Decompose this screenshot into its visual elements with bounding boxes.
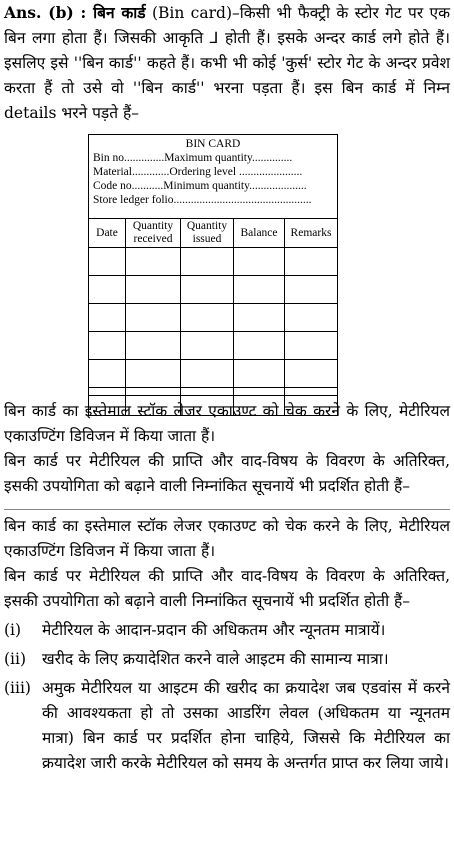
- bin-card-cell: [181, 388, 234, 416]
- column-header-date: Date: [89, 219, 126, 248]
- bin-card-empty-row: [89, 332, 338, 360]
- bin-card-field: Bin no..............Maximum quantity..............: [93, 152, 293, 164]
- bin-card-empty-row: [89, 248, 338, 276]
- list-item-number: (ii): [4, 650, 27, 668]
- list-item: [4, 618, 450, 643]
- bin-card-empty-row: [89, 276, 338, 304]
- bin-card-field: Store ledger folio................................................: [93, 194, 312, 206]
- column-header-quantity-received: Quantity received: [126, 219, 181, 248]
- bin-card-cell: [89, 332, 126, 360]
- bin-card-cell: [285, 304, 338, 332]
- paragraph-stock-ledger: बिन कार्ड का इस्तेमाल स्टॉक लेजर एकाउण्ट को चेक करने के लिए, मेटीरियल एकाउण्टिंग डिविजन में किया जाता हैं।: [4, 402, 450, 445]
- paragraph-stock-ledger-repeat: बिन कार्ड का इस्तेमाल स्टॉक लेजर एकाउण्ट को चेक करने के लिए, मेटीरियल एकाउण्टिंग डिविजन में किया जाता हैं।: [4, 517, 450, 560]
- list-item: [4, 647, 450, 672]
- bin-card-cell: [126, 276, 181, 304]
- bin-card-cell: [285, 388, 338, 416]
- divider: [4, 509, 450, 510]
- bin-card-cell: [234, 360, 285, 388]
- bin-card-cell: [126, 304, 181, 332]
- list-item-number: (i): [4, 621, 22, 639]
- bin-card-cell: [234, 388, 285, 416]
- bin-card-cell: [89, 276, 126, 304]
- bin-card-cell: [234, 276, 285, 304]
- intro-paragraph: [4, 0, 450, 126]
- bin-card-cell: [181, 332, 234, 360]
- list-item-text: खरीद के लिए क्रयादेशित करने वाले आइटम की सामान्य मात्रा।: [42, 650, 389, 668]
- bin-card-cell: [126, 360, 181, 388]
- bin-card-cell: [126, 332, 181, 360]
- bin-card-cell: [89, 248, 126, 276]
- bin-card-cell: [234, 248, 285, 276]
- bin-card-cell: [126, 388, 181, 416]
- paragraph-bin-card-info-repeat: बिन कार्ड पर मेटीरियल की प्राप्ति और वाद-विषय के विवरण के अतिरिक्त, इसकी उपयोगिता को बढ़ाने वाली निम्नांकित सूचनायें भी प्रदर्शित होती हैं–: [4, 567, 450, 610]
- column-header-remarks: Remarks: [285, 219, 338, 248]
- bin-card-cell: [285, 332, 338, 360]
- bin-card-cell: [285, 276, 338, 304]
- bin-card-table: [88, 218, 338, 416]
- bin-card-cell: [181, 360, 234, 388]
- bin-card-cell: [234, 304, 285, 332]
- bin-card-title: BIN CARD: [185, 138, 241, 150]
- bin-card-cell: [126, 248, 181, 276]
- bin-card-field: Material.............Ordering level ......................: [93, 166, 303, 178]
- bin-card-cell: [285, 248, 338, 276]
- list-item-number: (iii): [4, 679, 31, 697]
- bin-card-cell: [181, 276, 234, 304]
- info-list: [4, 618, 450, 776]
- bin-card-empty-row: [89, 388, 338, 416]
- bin-card-cell: [89, 360, 126, 388]
- list-item-text: अमुक मेटीरियल या आइटम की खरीद का क्रयादेश जब एडवांस में करने की आवश्यकता हो तो उसका आडरिंग लेवल (अधिकतम या न्यूनतम मात्रा) बिन कार्ड पर प्रदर्शित होना चाहिये, जिससे कि मेटीरियल का क्रयादेश जारी करके मेटीरियल को समय के अन्तर्गत प्राप्त कर लिया जाये।: [42, 679, 450, 772]
- column-header-quantity-issued: Quantity issued: [181, 219, 234, 248]
- bin-card: [88, 134, 338, 396]
- bin-card-figure: [4, 134, 450, 399]
- answer-label: Ans. (b) : बिन कार्ड: [4, 3, 146, 22]
- bin-card-rows: [89, 248, 338, 416]
- bin-card-cell: [285, 360, 338, 388]
- bin-card-cell: [89, 304, 126, 332]
- bin-card-fields: [89, 151, 337, 207]
- column-header-balance: Balance: [234, 219, 285, 248]
- list-item: [4, 676, 450, 776]
- bin-card-field: Code no...........Minimum quantity....................: [93, 180, 307, 192]
- bin-card-cell: [89, 388, 126, 416]
- paragraph-bin-card-info: बिन कार्ड पर मेटीरियल की प्राप्ति और वाद-विषय के विवरण के अतिरिक्त, इसकी उपयोगिता को बढ़ाने वाली निम्नांकित सूचनायें भी प्रदर्शित होती हैं–: [4, 452, 450, 495]
- intro-text: (Bin card)–किसी भी फैक्ट्री के स्टोर गेट पर एक बिन लगा होता हैं। जिसकी आकृति ⅃ होती हैं। इसके अन्दर कार्ड लगे होते हैं। इसलिए इसे ''बिन कार्ड'' कहते हैं। कभी भी कोई 'कुर्स' स्टोर गेट के अन्दर प्रवेश करता हैं तो उसे वो ''बिन कार्ड'' भरना पड़ता हैं। इस बिन कार्ड में निम्न details भरने पड़ते हैं–: [4, 4, 450, 122]
- bin-card-cell: [234, 332, 285, 360]
- bin-card-empty-row: [89, 360, 338, 388]
- bin-card-empty-row: [89, 304, 338, 332]
- bin-card-cell: [181, 248, 234, 276]
- bin-card-cell: [181, 304, 234, 332]
- list-item-text: मेटीरियल के आदान-प्रदान की अधिकतम और न्यूनतम मात्रायें।: [42, 621, 386, 639]
